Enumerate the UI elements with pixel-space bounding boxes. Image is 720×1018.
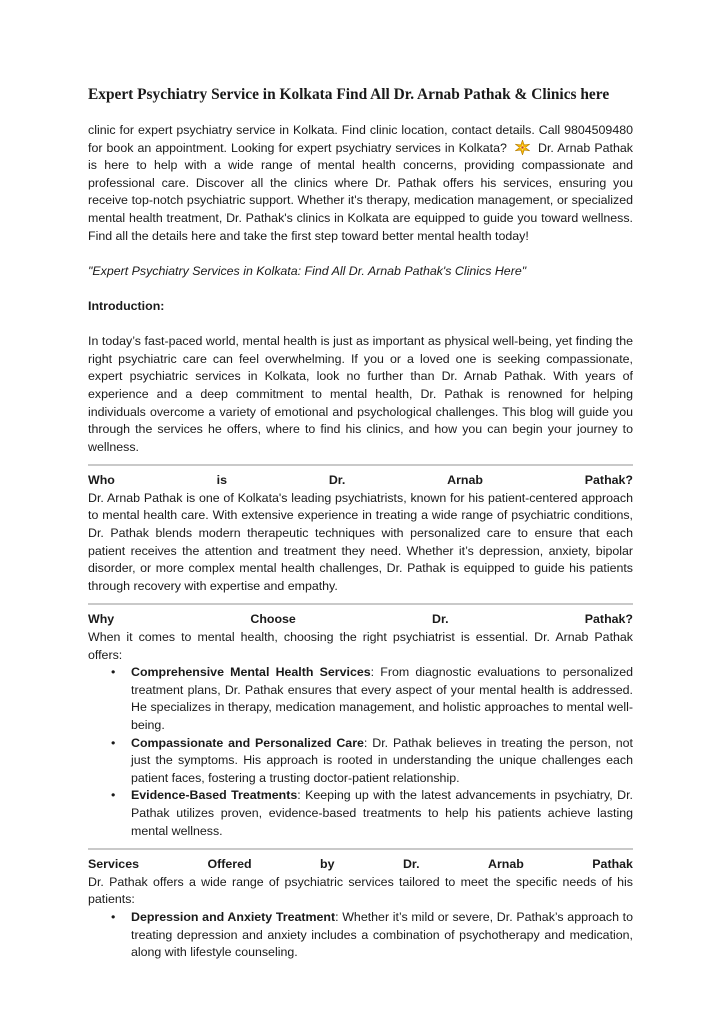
bullet-icon: •	[111, 665, 116, 680]
list-item	[111, 664, 633, 734]
list-item-term: Compassionate and Personalized Care	[131, 735, 364, 750]
list-item-text: : Dr. Pathak believes in treating the person, not just the symptoms. His approach is rooted in understanding the unique challenges each patient faces, fostering a trusting doctor-patient relationship.	[131, 735, 633, 785]
why-heading-word: Pathak?	[584, 612, 633, 627]
services-heading-word: Arnab	[488, 857, 524, 872]
list-item	[111, 735, 633, 788]
bullet-icon: •	[111, 735, 116, 750]
list-item-text: : From diagnostic evaluations to personalized treatment plans, Dr. Pathak ensures that every aspect of your mental health is addressed. He specializes in therapy, medication management, and holistic approaches to mental well-being.	[131, 665, 633, 732]
who-heading	[88, 472, 633, 490]
quote-line: "Expert Psychiatry Services in Kolkata: Find All Dr. Arnab Pathak's Clinics Here"	[88, 263, 527, 278]
introduction-body: In today’s fast-paced world, mental health is just as important as physical well-being, yet finding the right psychiatric care can feel overwhelming. If you or a loved one is seeking compassionate, expert psychiatric services in Kolkata, look no further than Dr. Arnab Pathak. With years of experience and a deep commitment to mental health, Dr. Pathak is renowned for helping individuals overcome a variety of emotional and psychological challenges. This blog will guide you through the services he offers, where to find his clinics, and how you can begin your journey to wellness.	[88, 334, 633, 454]
introduction-heading: Introduction:	[88, 298, 165, 313]
intro-text-before: clinic for expert psychiatry service in Kolkata. Find clinic location, contact details. Call 9804509480 for book an appointment. Looking for expert psychiatry services in Kolkata?	[88, 123, 633, 155]
why-heading-word: Why	[88, 612, 115, 627]
bullet-icon: •	[111, 909, 116, 924]
list-item	[111, 787, 633, 840]
services-heading-word: Pathak	[592, 857, 633, 872]
sparkle-emoji-icon	[515, 140, 530, 155]
why-heading-word: Choose	[250, 612, 296, 627]
services-list	[88, 909, 633, 962]
document-content	[88, 86, 633, 962]
why-lead: When it comes to mental health, choosing the right psychiatrist is essential. Dr. Arnab Pathak offers:	[88, 630, 633, 662]
why-heading	[88, 611, 633, 629]
section-divider	[88, 464, 633, 466]
who-heading-word: Arnab	[447, 473, 483, 488]
intro-text-after: Dr. Arnab Pathak is here to help with a wide range of mental health concerns, providing compassionate and professional care. Discover all the clinics where Dr. Pathak offers his services, ensuring you receive top-notch psychiatric support. Whether it's therapy, medication management, or specialized mental health treatment, Dr. Pathak's clinics in Kolkata are equipped to guide you toward wellness. Find all the details here and take the first step toward better mental health today!	[88, 140, 633, 243]
services-heading-word: Dr.	[402, 857, 420, 872]
list-item	[111, 909, 633, 962]
why-heading-word: Dr.	[432, 612, 449, 627]
why-list	[88, 664, 633, 840]
who-heading-word: Who	[88, 473, 115, 488]
intro-paragraph	[88, 122, 633, 245]
list-item-term: Evidence-Based Treatments	[131, 788, 298, 803]
section-divider	[88, 848, 633, 850]
section-divider	[88, 603, 633, 605]
bullet-icon: •	[111, 788, 116, 803]
who-heading-word: Dr.	[328, 473, 346, 488]
services-lead: Dr. Pathak offers a wide range of psychiatric services tailored to meet the specific needs of his patients:	[88, 874, 633, 907]
services-heading-word: Services	[88, 857, 139, 872]
page-title: Expert Psychiatry Service in Kolkata Find All Dr. Arnab Pathak & Clinics here	[88, 86, 610, 103]
services-heading-word: by	[320, 857, 335, 872]
who-heading-word: Pathak?	[584, 473, 633, 488]
list-item-term: Comprehensive Mental Health Services	[131, 665, 371, 680]
list-item-term: Depression and Anxiety Treatment	[131, 909, 336, 924]
who-heading-word: is	[216, 473, 227, 488]
who-body: Dr. Arnab Pathak is one of Kolkata's leading psychiatrists, known for his patient-centered approach to mental health care. With extensive experience in treating a wide range of psychiatric conditions, Dr. Pathak blends modern therapeutic techniques with personalized care to ensure that each patient receives the attention and treatment they need. Whether it’s depression, anxiety, bipolar disorder, or more complex mental health challenges, Dr. Pathak is equipped to guide his patients through recovery with expertise and empathy.	[88, 490, 633, 593]
list-item-text: : Keeping up with the latest advancements in psychiatry, Dr. Pathak utilizes proven, evidence-based treatments to help his patients achieve lasting mental wellness.	[131, 788, 633, 838]
services-heading-word: Offered	[207, 857, 252, 872]
services-heading	[88, 856, 633, 874]
list-item-text: : Whether it’s mild or severe, Dr. Pathak’s approach to treating depression and anxiety includes a combination of psychotherapy and medication, along with lifestyle counseling.	[131, 909, 633, 960]
